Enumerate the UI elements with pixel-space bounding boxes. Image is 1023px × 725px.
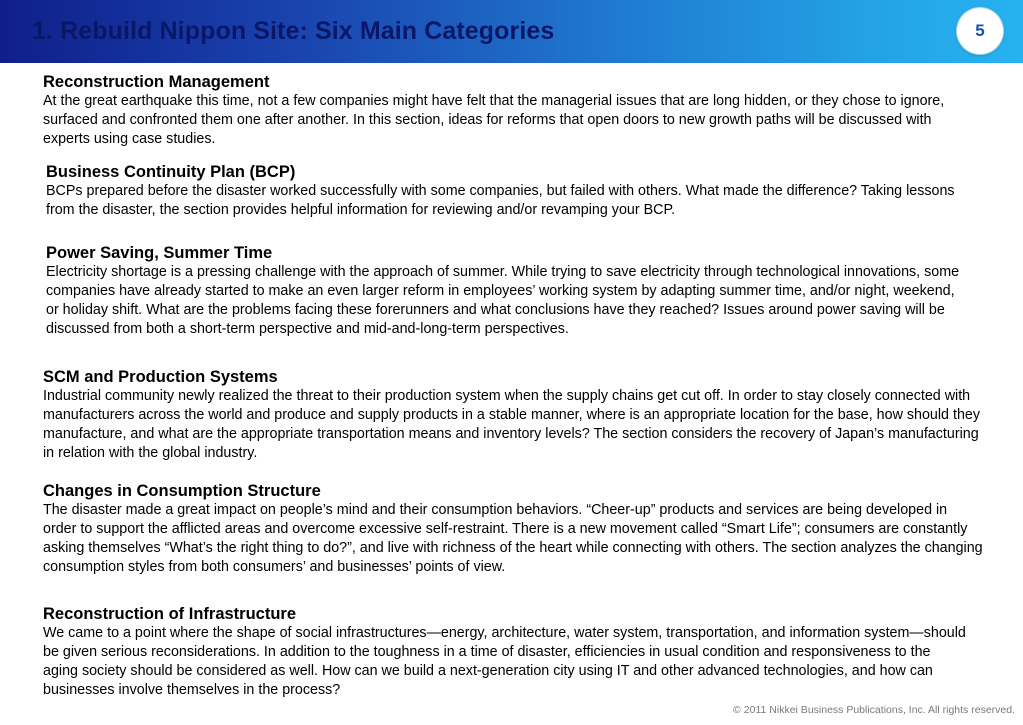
- section-power-saving: [46, 243, 966, 339]
- section-reconstruction-management: [43, 72, 978, 149]
- page-title: 1. Rebuild Nippon Site: Six Main Categories: [32, 17, 555, 45]
- section-heading: SCM and Production Systems: [43, 368, 278, 386]
- section-heading: Changes in Consumption Structure: [43, 482, 321, 500]
- section-heading: Reconstruction Management: [43, 73, 270, 91]
- section-heading: Reconstruction of Infrastructure: [43, 605, 297, 623]
- section-body: BCPs prepared before the disaster worked successfully with some companies, but failed with others. What made the difference? Taking lessons from the disaster, the section provides helpful information for reviewing and/or revamping your BCP.: [46, 183, 955, 218]
- page-number-badge: [957, 8, 1003, 54]
- section-body: The disaster made a great impact on people’s mind and their consumption behaviors. “Cheer-up” products and services are being developed in order to support the afflicted areas and overcome excessive self-restraint. There is a new movement called “Smart Life”; consumers are constantly asking themselves “What’s the right thing to do?”, and live with richness of the heart while connecting with others. The section analyzes the changing consumption styles from both consumers’ and businesses’ points of view.: [43, 502, 983, 575]
- section-business-continuity-plan: [46, 162, 961, 220]
- section-body: We came to a point where the shape of social infrastructures—energy, architecture, water system, transportation, and information system—should be given serious reconsiderations. In addition to the toughness in a time of disaster, efficiencies in usual condition and responsiveness to the aging society should be considered as well. How can we build a next-generation city using IT and other advanced technologies, and how can businesses involve themselves in the process?: [43, 625, 966, 698]
- page-number: 5: [975, 21, 985, 40]
- section-scm-production: [43, 367, 983, 463]
- section-body: Industrial community newly realized the threat to their production system when the supply chains get cut off. In order to stay closely connected with manufacturers across the world and produce and supply products in a stable manner, where is an appropriate location for the base, how should they manufacture, and what are the appropriate transportation means and inventory levels? The section considers the recovery of Japan’s manufacturing in relation with the global industry.: [43, 388, 980, 461]
- section-heading: Power Saving, Summer Time: [46, 244, 273, 262]
- section-body: Electricity shortage is a pressing challenge with the approach of summer. While trying to save electricity through technological innovations, some companies have already started to make an even larger reform in employees’ working system by adapting summer time, and/or night, weekend, or holiday shift. What are the problems facing these forerunners and what conclusions have they reached? Issues around power saving will be discussed from both a short-term perspective and mid-and-long-term perspectives.: [46, 264, 960, 337]
- section-body: At the great earthquake this time, not a few companies might have felt that the managerial issues that are long hidden, or they chose to ignore, surfaced and confronted them one after another. In this section, ideas for reforms that open doors to new growth paths will be discussed with experts using case studies.: [43, 93, 945, 147]
- copyright-footer: © 2011 Nikkei Business Publications, Inc. All rights reserved.: [733, 704, 1015, 716]
- title-bar: [0, 0, 1023, 63]
- section-infrastructure: [43, 604, 968, 700]
- section-heading: Business Continuity Plan (BCP): [46, 163, 296, 181]
- section-consumption-structure: [43, 481, 983, 577]
